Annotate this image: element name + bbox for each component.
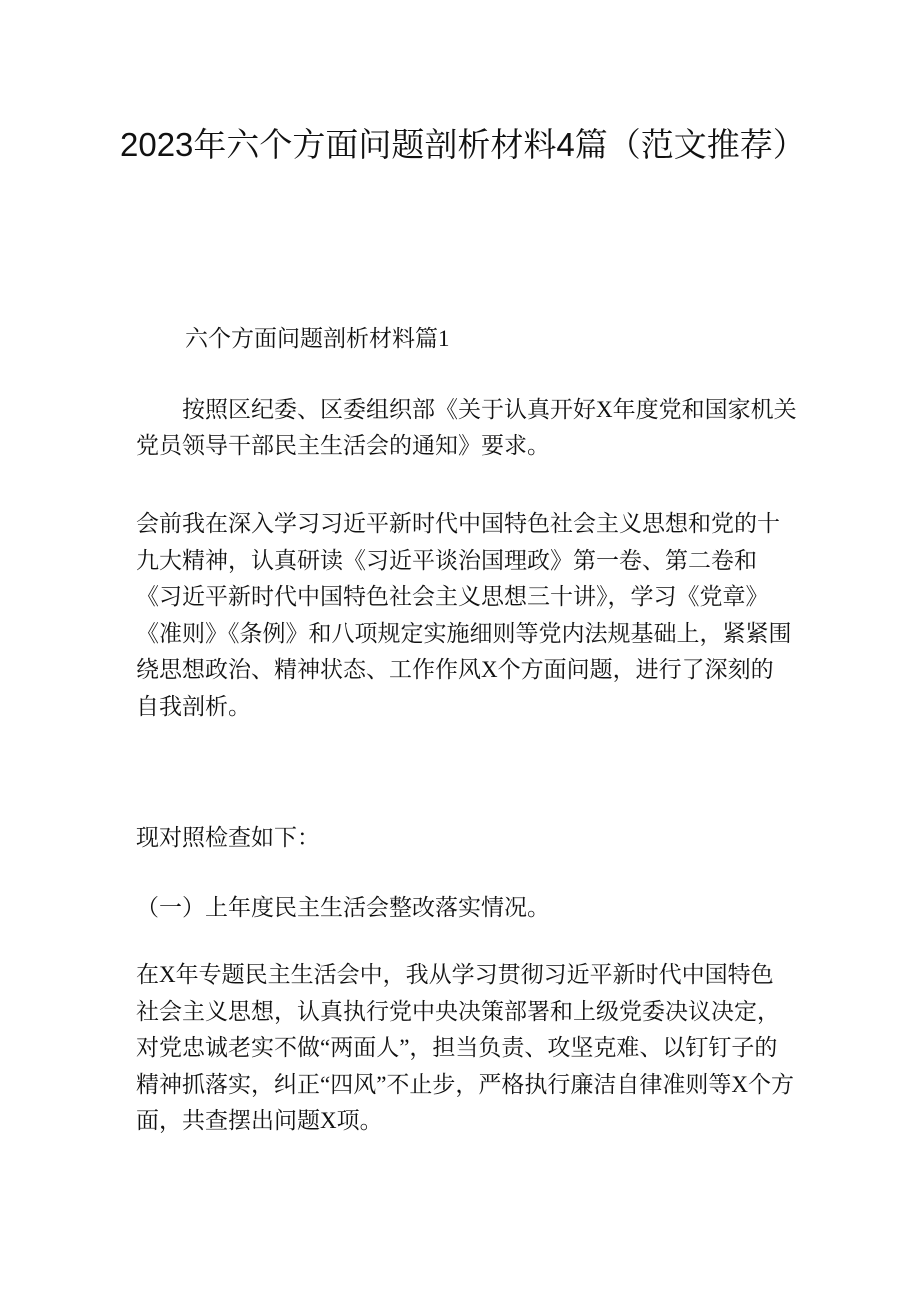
paragraph-notice: 按照区纪委、区委组织部《关于认真开好X年度党和国家机关党员领导干部民主生活会的通知》要求。 — [136, 397, 797, 458]
document-title: 2023年六个方面问题剖析材料4篇（范文推荐） — [120, 126, 806, 163]
section-heading: 六个方面问题剖析材料篇1 — [185, 326, 450, 351]
paragraph-study: 会前我在深入学习习近平新时代中国特色社会主义思想和党的十九大精神，认真研读《习近平谈治国理政》第一卷、第二卷和《习近平新时代中国特色社会主义思想三十讲》，学习《党章》《准则》《条例》和八项规定实施细则等党内法规基础上，紧紧围绕思想政治、精神状态、工作作风X个方面问题，进行了深刻的自我剖析。 — [136, 511, 792, 719]
paragraph-last-year-review: 在X年专题民主生活会中，我从学习贯彻习近平新时代中国特色社会主义思想，认真执行党中央决策部署和上级党委决议决定，对党忠诚老实不做“两面人”，担当负责、攻坚克难、以钉钉子的精神抓落实，纠正“四风”不止步，严格执行廉洁自律准则等X个方面，共查摆出问题X项。 — [136, 962, 795, 1133]
paragraph-subsection-heading: （一）上年度民主生活会整改落实情况。 — [136, 895, 550, 920]
paragraph-check-intro: 现对照检查如下： — [136, 825, 320, 850]
